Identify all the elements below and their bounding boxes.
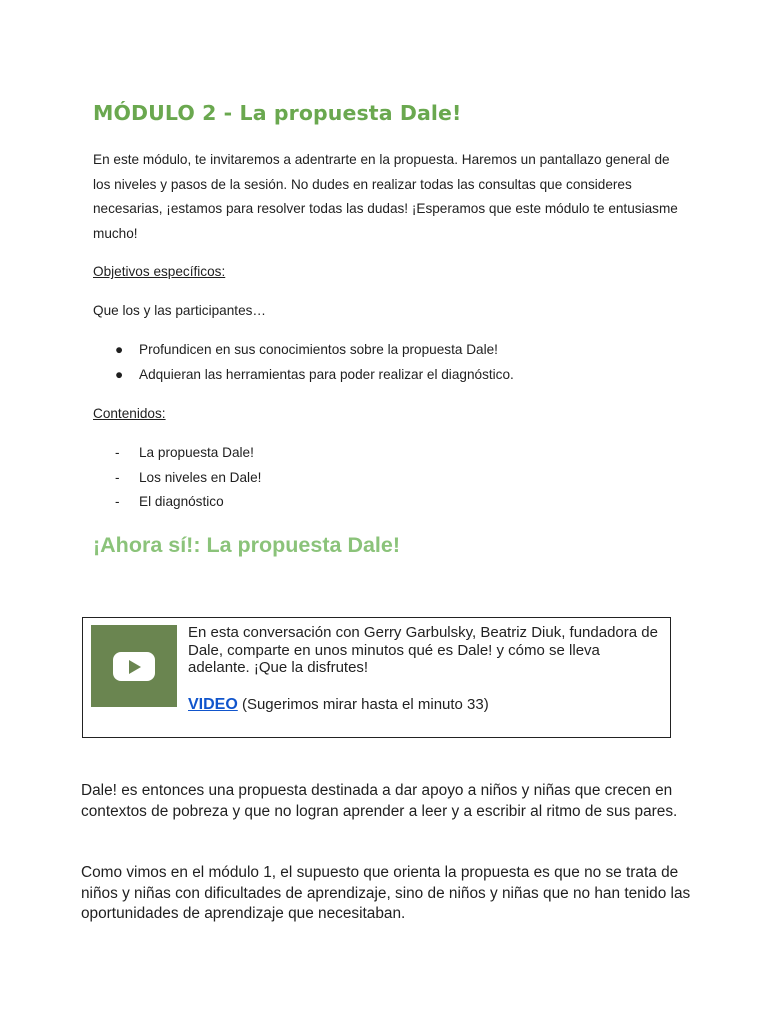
- list-item: [93, 466, 261, 491]
- list-item: [93, 338, 514, 363]
- module-title: MÓDULO 2 - La propuesta Dale!: [93, 101, 462, 125]
- bullet-marker: ●: [115, 342, 124, 357]
- content-text: Los niveles en Dale!: [139, 469, 262, 485]
- dash-marker: -: [115, 469, 120, 485]
- objective-text: Profundicen en sus conocimientos sobre la propuesta Dale!: [139, 342, 498, 357]
- body-paragraph: Como vimos en el módulo 1, el supuesto que orienta la propuesta es que no se trata de niños y niñas con dificultades de aprendizaje, sino de niños y niñas que no han tenido las oportunidades de aprendizaje que necesitaban.: [81, 864, 691, 922]
- objective-text: Adquieran las herramientas para poder realizar el diagnóstico.: [139, 366, 514, 382]
- body-paragraph: Dale! es entonces una propuesta destinada a dar apoyo a niños y niñas que crecen en contextos de pobreza y que no logran aprender a leer y a escribir al ritmo de sus pares.: [81, 782, 678, 820]
- contents-heading: Contenidos:: [93, 406, 166, 421]
- objectives-lead: Que los y las participantes…: [93, 303, 267, 318]
- section-title: ¡Ahora sí!: La propuesta Dale!: [93, 533, 401, 557]
- objectives-list: [93, 338, 514, 387]
- video-card: [82, 617, 671, 738]
- video-note: (Sugerimos mirar hasta el minuto 33): [241, 696, 489, 713]
- video-thumbnail[interactable]: [91, 625, 177, 707]
- list-item: [93, 363, 514, 388]
- video-link[interactable]: VIDEO: [188, 696, 238, 713]
- content-text: La propuesta Dale!: [139, 445, 254, 460]
- dash-marker: -: [115, 445, 120, 460]
- contents-list: [93, 441, 261, 515]
- play-icon[interactable]: [113, 652, 155, 681]
- list-item: [93, 441, 261, 466]
- dash-marker: -: [115, 494, 120, 509]
- video-link-line: [188, 696, 489, 714]
- video-description: En esta conversación con Gerry Garbulsky, Beatriz Diuk, fundadora de Dale, comparte en unos minutos qué es Dale! y cómo se lleva adelante. ¡Que la disfrutes!: [188, 624, 658, 677]
- content-text: El diagnóstico: [139, 494, 224, 509]
- intro-paragraph: En este módulo, te invitaremos a adentrarte en la propuesta. Haremos un pantallazo general de los niveles y pasos de la sesión. No dudes en realizar todas las consultas que consideres necesarias, ¡estamos para resolver todas las dudas! ¡Esperamos que este módulo te entusiasme mucho!: [93, 152, 678, 241]
- list-item: [93, 490, 261, 515]
- objectives-heading: Objetivos específicos:: [93, 264, 226, 279]
- bullet-marker: ●: [115, 366, 124, 382]
